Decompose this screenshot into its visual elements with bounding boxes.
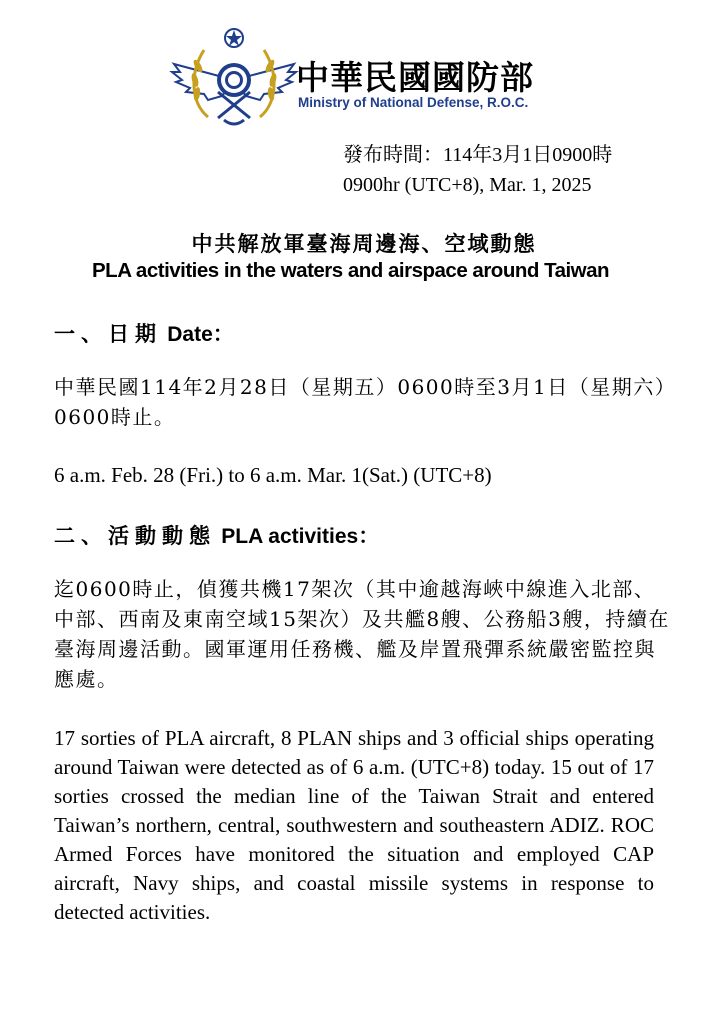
section-activities-body-en: 17 sorties of PLA aircraft, 8 PLAN ships and 3 official ships operating around Taiwan were detected as of 6 a.m. (UTC+8) today. 15 out of 17 sorties crossed the median line of the Taiwan Strait and entered Taiwan’s northern, central, southwestern and southeastern ADIZ. ROC Armed Forces have monitored the situation and employed CAP aircraft, Navy ships, and coastal missile systems in response to detected activities. — [54, 726, 654, 924]
section-activities-heading-en: PLA activities： — [221, 525, 380, 548]
section-date-heading — [54, 318, 234, 348]
release-time — [343, 140, 612, 200]
release-time-zh: 發布時間：114年3月1日0900時 — [343, 144, 613, 166]
section-date-body-zh: 中華民國114年2月28日（星期五）0600時至3月1日（星期六）0600時止。 — [54, 375, 667, 429]
mnd-emblem-icon — [168, 22, 300, 132]
org-name-en: Ministry of National Defense, R.O.C. — [298, 95, 529, 110]
section-activities-body-zh: 迄0600時止，偵獲共機17架次（其中逾越海峽中線進入北部、中部、西南及東南空域15架次）及共艦8艘、公務船3艘，持續在臺海周邊活動。國軍運用任務機、艦及岸置飛彈系統嚴密監控與應處。 — [54, 577, 670, 691]
title-en: PLA activities in the waters and airspace around Taiwan — [92, 259, 610, 282]
release-time-en: 0900hr (UTC+8), Mar. 1, 2025 — [343, 174, 592, 196]
section-date-body-en: 6 a.m. Feb. 28 (Fri.) to 6 a.m. Mar. 1(Sat.) (UTC+8) — [54, 463, 492, 487]
section-date-heading-en: Date： — [167, 323, 234, 346]
section-activities-heading-zh: 二、活動動態 — [54, 523, 216, 548]
letterhead — [168, 22, 588, 132]
org-name-zh: 中華民國國防部 — [296, 58, 534, 97]
title-zh: 中共解放軍臺海周邊海、空域動態 — [191, 231, 537, 256]
section-activities-heading — [54, 520, 379, 550]
section-date-heading-zh: 一、日期 — [54, 321, 162, 346]
